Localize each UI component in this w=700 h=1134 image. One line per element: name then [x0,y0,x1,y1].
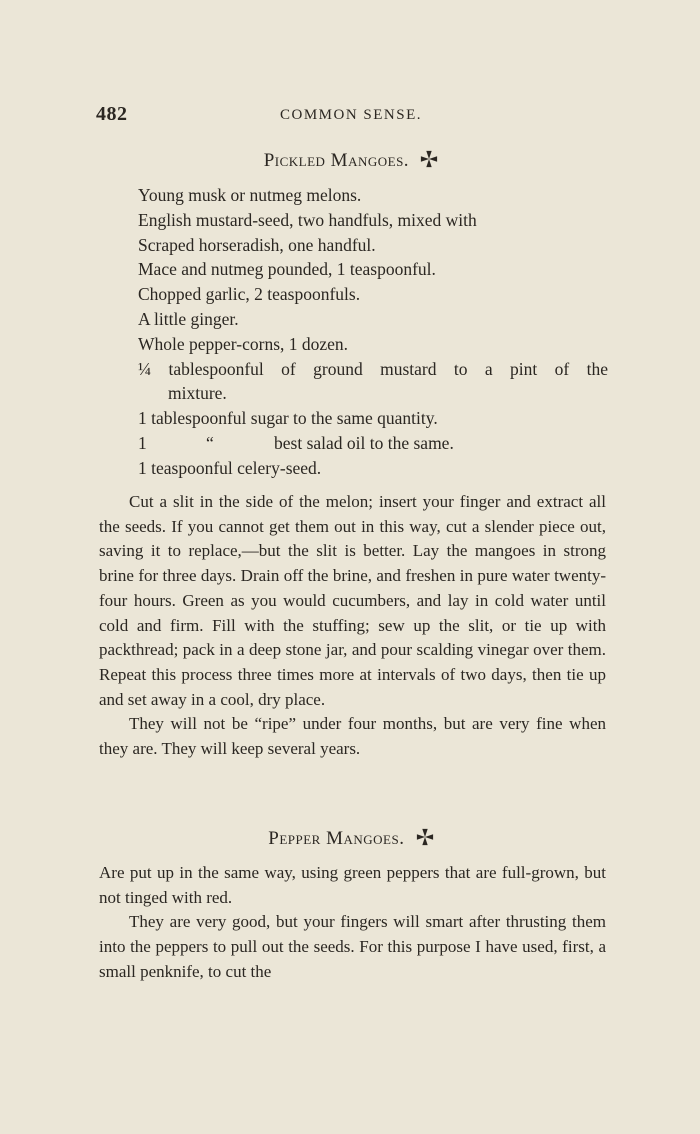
ingredient-item: Mace and nutmeg pounded, 1 teaspoonful. [138,259,436,280]
section-title-text: Pickled Mangoes. [263,150,410,171]
section-title-pepper-mangoes [96,828,606,850]
paragraph: They will not be “ripe” under four months, but are very fine when they are. They will keep several years. [99,714,606,759]
paragraph: Cut a slit in the side of the melon; insert your finger and extract all the seeds. If you cannot get them out in this way, cut a slender piece out, saving it to replace,—but the slit is better. Lay the mangoes in strong brine for three days. Drain off the brine, and freshen in pure water twenty-four hours. Green as you would cucumbers, and lay in cold water until cold and firm. Fill with the stuffing; sew up the slit, or tie up with packthread; pack in a deep stone jar, and pour scalding vinegar over them. Repeat this process three times more at intervals of two days, then tie up and set away in a cool, dry place. [99,492,606,709]
ingredient-item: Scraped horseradish, one handful. [138,234,376,255]
ingredient-item: ¼ tablespoonful of ground mustard to a pint of the [138,358,608,379]
ingredients-list [138,183,608,481]
paragraph: They are very good, but your fingers will smart after thrusting them into the peppers to pull out the seeds. For this purpose I have used, first, a small penknife, to cut the [99,912,606,981]
ditto-quantity: 1 [138,432,147,453]
ingredient-item-continuation: mixture. [168,383,227,404]
ingredient-item: 1 teaspoonful celery-seed. [138,457,322,478]
ingredient-item: Whole pepper-corns, 1 dozen. [138,333,349,354]
section-title-text: Pepper Mangoes. [268,828,405,849]
ingredient-item: Chopped garlic, 2 teaspoonfuls. [138,284,361,305]
method-text [99,490,606,762]
page-header [96,103,606,129]
section-title-pickled-mangoes [96,150,606,172]
maltese-cross-icon [416,828,434,846]
running-head: COMMON SENSE. [279,107,423,123]
ingredient-item: A little ginger. [138,308,239,329]
ingredient-item: Young musk or nutmeg melons. [138,185,362,205]
ingredient-item-ditto [138,431,608,456]
ingredient-item: English mustard-seed, two handfuls, mixed with [138,209,477,230]
ingredient-item: 1 tablespoonful sugar to the same quantity. [138,408,438,429]
maltese-cross-icon [420,150,438,168]
ditto-text: best salad oil to the same. [274,432,454,453]
paragraph: Are put up in the same way, using green peppers that are full-grown, but not tinged with red. [99,863,606,907]
page-number: 482 [96,103,128,125]
pepper-mangoes-text [99,861,606,985]
ditto-mark: “ [206,432,214,453]
